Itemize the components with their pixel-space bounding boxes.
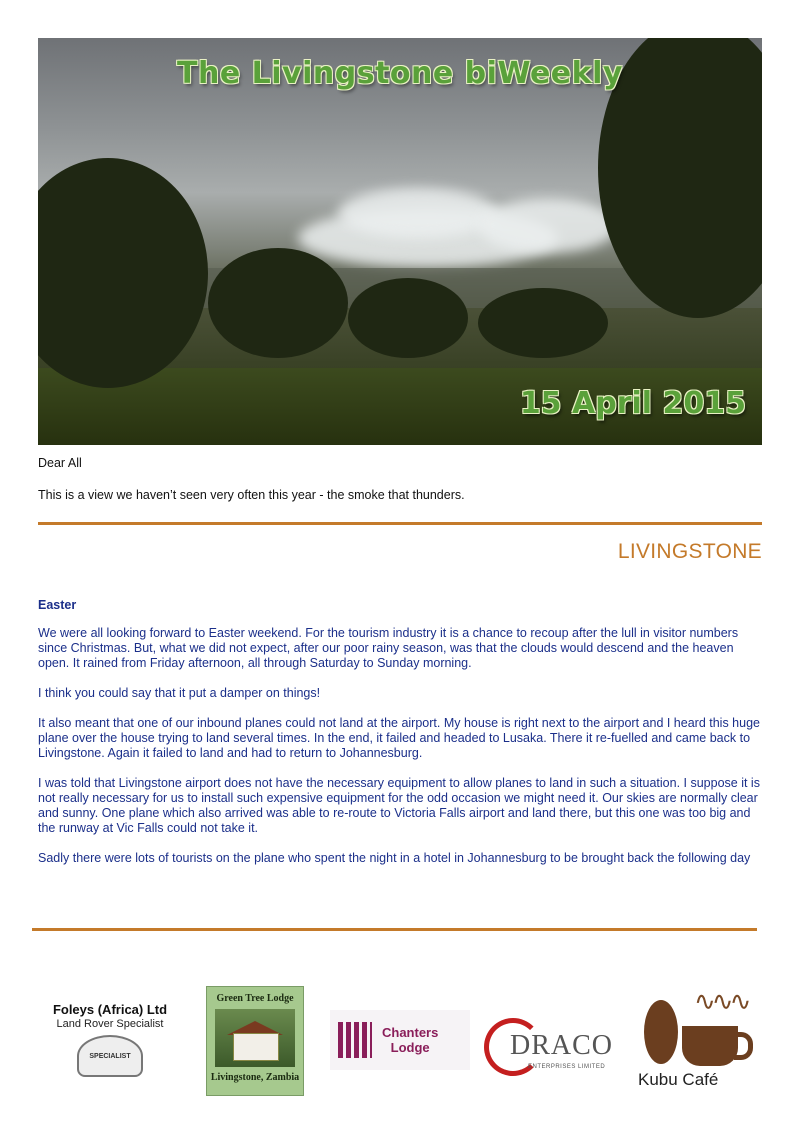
intro: [38, 456, 762, 520]
article-paragraph: It also meant that one of our inbound planes could not land at the airport. My house is right next to the airport and I heard this huge plane over the house trying to land several times. In the end, it failed and headed to Lusaka. There it re-fuelled and came back to Livingstone. Again it failed to land and had to return to Johannesburg.: [38, 716, 760, 760]
kubu-name: Kubu Café: [638, 1070, 719, 1089]
coffee-cup-icon: [682, 1026, 738, 1066]
steam-icon: ∿∿∿: [694, 986, 748, 1016]
greeting: Dear All: [38, 456, 82, 470]
header-photo: [38, 38, 762, 445]
chanters-lodge-logo[interactable]: [330, 1010, 470, 1070]
photo-caption: This is a view we haven’t seen very often this year - the smoke that thunders.: [38, 488, 465, 502]
green-tree-name: Green Tree Lodge: [216, 993, 294, 1004]
newsletter-title: The Livingstone biWeekly: [177, 56, 623, 91]
kubu-cafe-logo[interactable]: [630, 986, 760, 1096]
coffee-bean-icon: [644, 1000, 678, 1064]
foleys-badge: SPECIALIST: [77, 1035, 143, 1077]
article-paragraph: We were all looking forward to Easter weekend. For the tourism industry it is a chance to recoup after the lull in visitor numbers since Christmas. But, what we did not expect, after our poor rainy season, was that the clouds would descend and the heaven open. It rained from Friday afternoon, all through Saturday to Sunday morning.: [38, 626, 739, 670]
article-paragraph: I was told that Livingstone airport does not have the necessary equipment to allow planes to land in such a situation. I suppose it is not really necessary for us to install such expensive equipment for the odd occasion we might need it. Our skies are normally clear and sunny. One plane which also arrived was able to re-route to Victoria Falls airport and land there, but this one was too big and the runway at Vic Falls could not take it.: [38, 776, 760, 835]
article-paragraph: I think you could say that it put a damper on things!: [38, 686, 321, 700]
foleys-tagline: Land Rover Specialist: [56, 1018, 164, 1030]
chanters-name-line1: Chanters: [382, 1025, 439, 1040]
article: [38, 598, 762, 881]
draco-logo[interactable]: [480, 1000, 614, 1080]
section-divider-top: [38, 522, 762, 525]
issue-date: 15 April 2015: [519, 386, 746, 421]
draco-name: DRACO: [510, 1030, 614, 1061]
chanters-name-line2: Lodge: [390, 1040, 430, 1055]
cup-handle: [734, 1032, 753, 1060]
foleys-logo[interactable]: [40, 1002, 180, 1077]
chanters-mark-icon: [338, 1022, 372, 1058]
draco-sub: ENTERPRISES LIMITED: [528, 1064, 606, 1070]
section-title: LIVINGSTONE: [617, 540, 762, 563]
sponsor-logos: [0, 980, 800, 1100]
lodge-house-icon: [215, 1009, 295, 1067]
section-divider-bottom: [32, 928, 757, 931]
green-tree-lodge-logo[interactable]: [206, 986, 304, 1096]
article-heading: Easter: [38, 598, 77, 612]
foleys-name: Foleys (Africa) Ltd: [52, 1002, 168, 1017]
green-tree-place: Livingstone, Zambia: [210, 1072, 300, 1083]
article-paragraph: Sadly there were lots of tourists on the plane who spent the night in a hotel in Johannesburg to be brought back the following day: [38, 851, 751, 865]
